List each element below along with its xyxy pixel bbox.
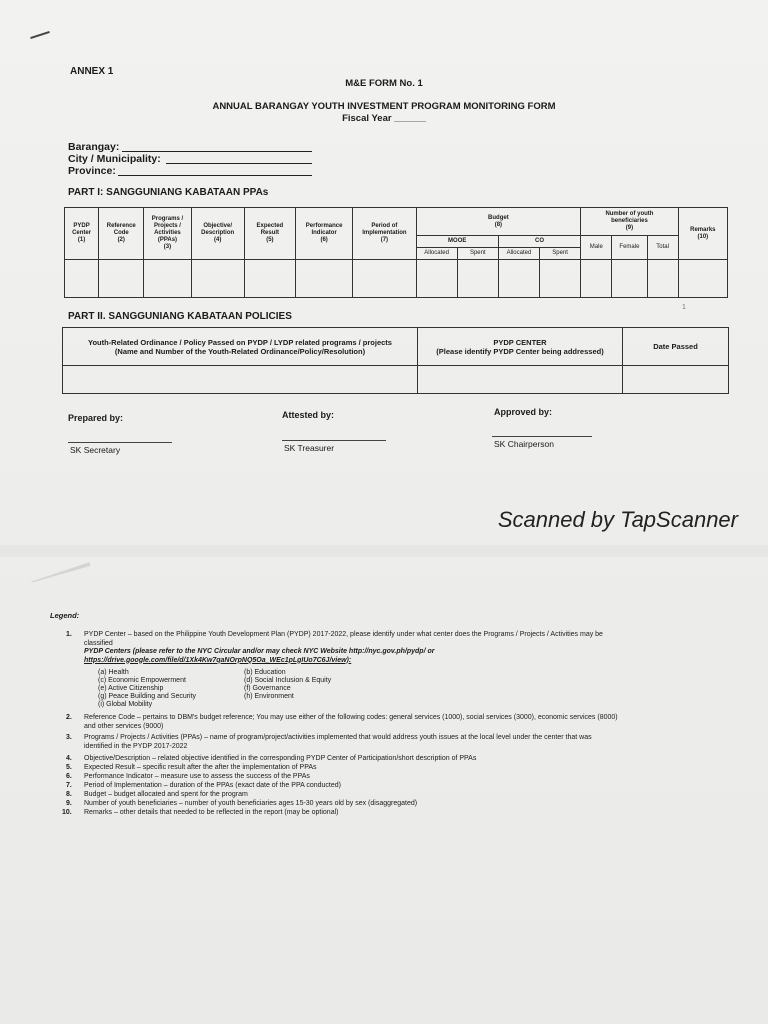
legend-item-3 [84,734,724,751]
part2-title: PART II. SANGGUNIANG KABATAAN POLICIES [68,311,292,322]
center-item: (b) Education [244,669,286,676]
form-number: M&E FORM No. 1 [345,78,423,89]
col-text: Activities [154,230,181,236]
col-text: (4) [213,237,222,243]
center-item: (i) Global Mobility [98,701,153,708]
col-text: Indicator [311,230,337,236]
barangay-label: Barangay: [68,141,120,153]
center-item: (f) Governance [244,685,291,692]
col-text: Remarks [690,226,716,233]
fiscal-year: Fiscal Year ______ [342,113,426,124]
col-text: (8) [494,221,503,228]
legend-item-10: Remarks – other details that needed to be reflected in the report (may be optional) [84,809,339,816]
col-female: Female [612,236,647,260]
col-male: Male [581,236,612,260]
legend-link[interactable]: https://drive.google.com/file/d/1Xk4Kw7qaNOrpNQ5Oa_WEc1pLgIUo7C6J/view): [84,656,352,664]
legend-item-6: Performance Indicator – measure use to assess the success of the PPAs [84,773,310,780]
legend-number: 4. [66,755,72,762]
col-total: Total [647,236,678,260]
col-mooe-allocated: Allocated [416,248,457,260]
approved-label: Approved by: [494,407,553,417]
city-label: City / Municipality: [68,153,161,165]
col-text: (5) [266,237,274,243]
col-text: Center [72,230,92,236]
centers-right [244,669,331,701]
legend-text: Reference Code – pertains to DBM's budget reference; You may use either of the following codes: general services (1000), social services (3000), economic services (8000) [84,714,618,721]
col-text: (PPAs) [157,237,178,243]
legend-number: 6. [66,773,72,780]
prepared-label: Prepared by: [68,413,124,423]
col-text: (3) [163,244,172,250]
scanner-watermark: Scanned by TapScanner [497,507,738,532]
legend-item-1 [84,631,724,665]
col-text: Description [201,230,235,236]
legend-text: PYDP Centers (please refer to the NYC Circular and/or may check NYC Website http://nyc.gov.ph/pydp/ or [84,648,435,655]
province-label: Province: [68,165,116,177]
legend-item-9: Number of youth beneficiaries – number of youth beneficiaries ages 15-30 years old by sex (disaggregated) [84,800,418,807]
col-text: Youth-Related Ordinance / Policy Passed on PYDP / LYDP related programs / projects [88,337,392,347]
col-text: Reference [106,223,136,229]
center-item: (g) Peace Building and Security [98,693,197,700]
col-text: Budget [488,214,509,221]
col-text: (9) [625,225,634,231]
legend-item-4: Objective/Description – related objective identified in the corresponding PYDP Center of Participation/short description of PPAs [84,755,477,762]
legend-number: 5. [66,764,72,771]
page-mark: 1 [682,304,686,311]
col-text: Code [113,230,129,236]
col-text: Result [260,230,280,236]
col-text: beneficiaries [611,218,648,224]
col-date-passed: Date Passed [623,328,729,366]
legend-text: Programs / Projects / Activities (PPAs) – name of program/project/activities implemented that would address youth issues at the local level under the center that was [84,734,592,741]
legend-number: 3. [66,734,72,741]
center-item: (d) Social Inclusion & Equity [244,677,332,684]
approved-role: SK Chairperson [494,439,555,449]
col-mooe: MOOE [416,236,498,248]
col-text: Period of [371,223,398,229]
legend-item-8: Budget – budget allocated and spent for the program [84,791,248,798]
legend-item-7: Period of Implementation – duration of the PPAs (exact date of the PPA conducted) [84,782,341,789]
legend-number: 9. [66,800,72,807]
legend-text: identified in the PYDP 2017-2022 [84,742,188,750]
col-co: CO [498,236,580,248]
attested-role: SK Treasurer [284,443,335,453]
col-text: Implementation [362,230,407,236]
legend-number: 1. [66,631,72,638]
col-text: Programs / [151,216,184,222]
col-co-allocated: Allocated [498,248,539,260]
col-text: Objective/ [203,223,232,229]
col-text: (Name and Number of the Youth-Related Ordinance/Policy/Resolution) [114,346,366,356]
center-item: (e) Active Citizenship [98,685,164,692]
prepared-role: SK Secretary [70,445,121,455]
col-text: (10) [697,233,709,240]
legend-item-5: Expected Result – specific result after the after the implementation of PPAs [84,764,317,771]
col-mooe-spent: Spent [457,248,498,260]
legend-number: 8. [66,791,72,798]
col-text: PYDP CENTER [493,337,547,347]
col-text: (1) [77,237,86,243]
col-text: (Please identify PYDP Center being addressed) [436,346,604,356]
legend-item-2 [84,714,724,731]
annex-label: ANNEX 1 [70,66,114,77]
col-co-spent: Spent [540,248,581,260]
legend-number: 2. [66,714,72,721]
form-title: ANNUAL BARANGAY YOUTH INVESTMENT PROGRAM MONITORING FORM [212,101,556,112]
col-text: Projects / [153,223,181,229]
legend-text: classified [84,639,113,647]
col-text: (2) [117,237,125,243]
attested-label: Attested by: [282,410,335,420]
col-text: Expected [256,223,284,229]
center-item: (a) Health [98,669,129,676]
col-text: (7) [380,237,389,243]
legend-number: 10. [62,809,72,816]
center-item: (h) Environment [244,693,294,700]
legend-number: 7. [66,782,72,789]
col-text: (6) [320,237,328,243]
legend-text: PYDP Center – based on the Philippine Youth Development Plan (PYDP) 2017-2022, please identify under what center does the Programs / Projects / Activities may be [84,631,603,638]
col-text: PYDP [73,223,90,229]
col-text: Performance [305,223,343,229]
legend-title: Legend: [50,611,80,620]
legend-text: and other services (9000) [84,722,164,730]
centers-left [98,669,196,709]
center-item: (c) Economic Empowerment [98,677,186,684]
col-text: Number of youth [605,211,654,217]
part1-title: PART I: SANGGUNIANG KABATAAN PPAs [68,187,269,198]
